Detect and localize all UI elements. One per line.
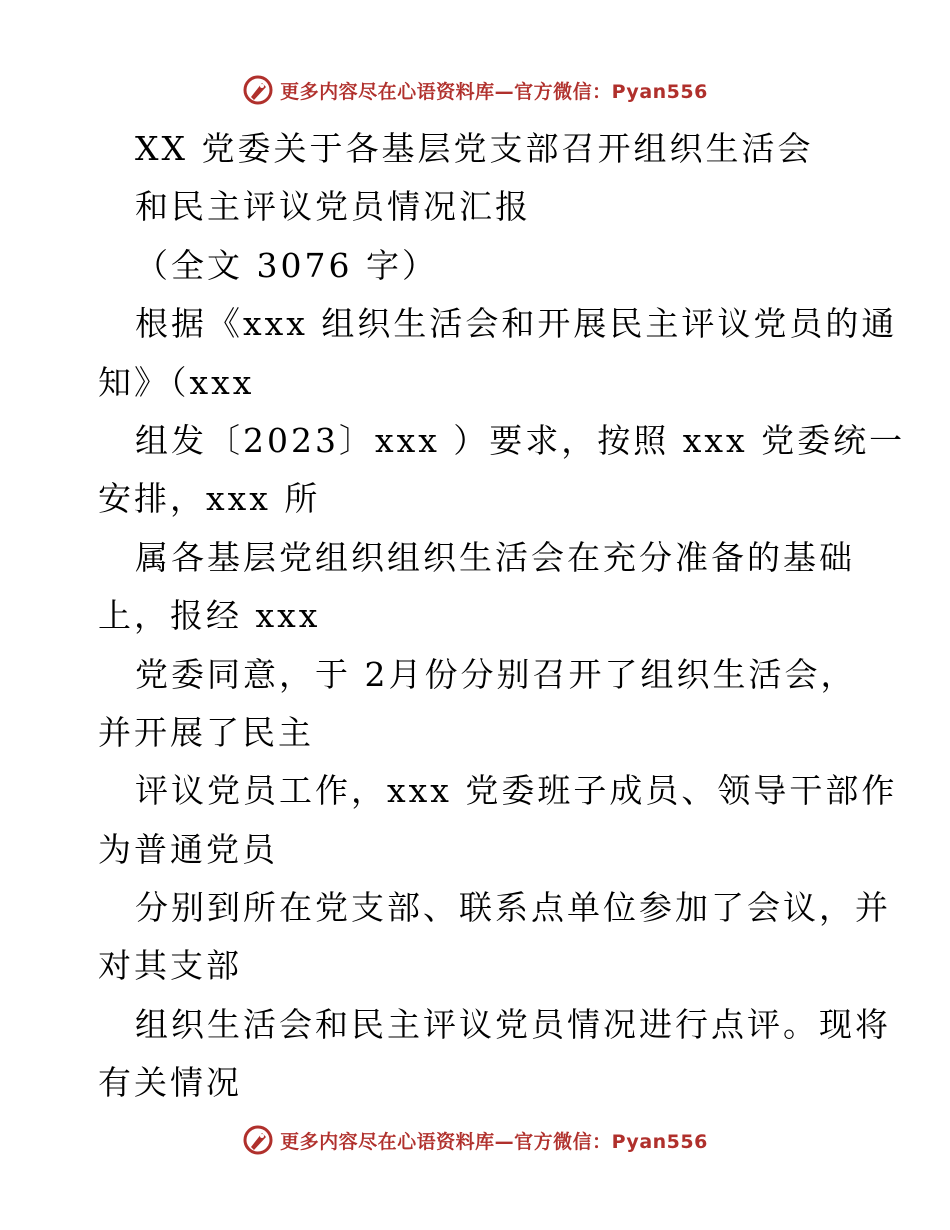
pen-nib-logo-icon bbox=[242, 74, 274, 106]
body-line: 有关情况 bbox=[98, 1063, 242, 1103]
body-line: 知》（xxx bbox=[98, 362, 255, 402]
body-line: 属各基层党组织组织生活会在充分准备的基础 bbox=[135, 537, 855, 577]
body-paragraph bbox=[98, 295, 906, 1112]
body-line: 安排，xxx 所 bbox=[98, 479, 321, 519]
body-line: 并开展了民主 bbox=[98, 712, 314, 752]
header-banner-text: 更多内容尽在心语资料库—官方微信：Pyan556 bbox=[280, 80, 708, 103]
document-title-line-1: XX 党委关于各基层党支部召开组织生活会 bbox=[135, 129, 814, 168]
header-banner bbox=[0, 70, 950, 110]
body-line: 根据《xxx 组织生活会和开展民主评议党员的通 bbox=[135, 304, 898, 344]
body-line: 为普通党员 bbox=[98, 829, 278, 869]
body-line: 组织生活会和民主评议党员情况进行点评。现将 bbox=[135, 1004, 891, 1044]
body-line: 党委同意，于 2月份分别召开了组织生活会， bbox=[135, 654, 857, 694]
body-line: 上，报经 xxx bbox=[98, 596, 321, 636]
footer-banner bbox=[0, 1120, 950, 1160]
body-line: 组发〔2023〕xxx ）要求，按照 xxx 党委统一 bbox=[135, 420, 906, 460]
body-line: 分别到所在党支部、联系点单位参加了会议，并 bbox=[135, 888, 891, 928]
footer-banner-text: 更多内容尽在心语资料库—官方微信：Pyan556 bbox=[280, 1130, 708, 1153]
document-body bbox=[98, 120, 906, 1113]
word-count: （全文 3076 字） bbox=[135, 245, 438, 285]
document-title-line-2: 和民主评议党员情况汇报 bbox=[135, 187, 531, 227]
body-line: 对其支部 bbox=[98, 946, 242, 986]
body-line: 评议党员工作，xxx 党委班子成员、领导干部作 bbox=[135, 771, 898, 811]
pen-nib-logo-icon bbox=[242, 1124, 274, 1156]
